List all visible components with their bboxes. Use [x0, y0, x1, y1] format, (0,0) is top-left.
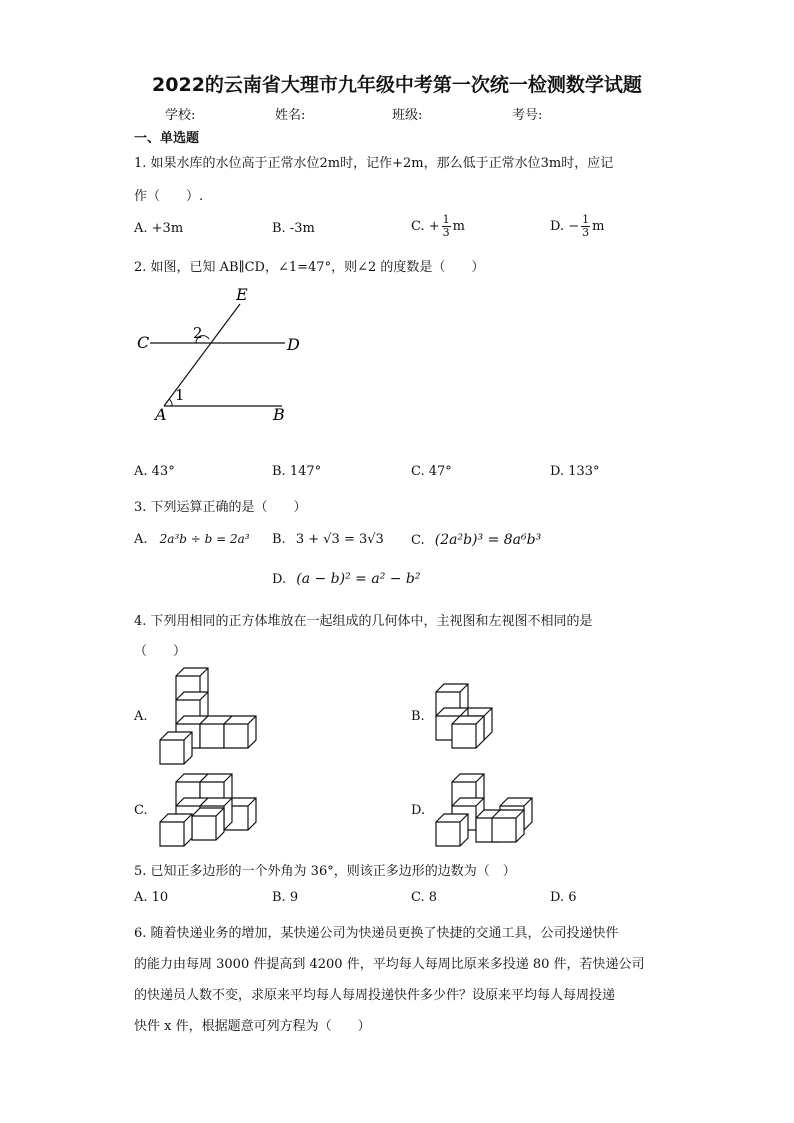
q1-option-d-prefix: D. −	[550, 219, 580, 234]
q1-stem-line2: 作（ ）.	[134, 189, 204, 204]
q4-stem-line2: （ ）	[134, 644, 187, 659]
q2-stem: 2. 如图，已知 AB∥CD，∠1=47°，则∠2 的度数是（ ）	[134, 260, 485, 275]
q2-option-a: A. 43°	[134, 464, 175, 479]
q2-option-b: B. 147°	[272, 464, 322, 479]
q2-option-c: C. 47°	[411, 464, 452, 479]
q4-option-c-label: C.	[134, 803, 148, 818]
q4-option-b-solid	[436, 684, 492, 748]
number-field-label: 考号:	[512, 108, 543, 123]
q3-option-c-label: C.	[411, 533, 425, 548]
q6-stem-line2: 的能力由每周 3000 件提高到 4200 件，平均每人每周比原来多投递 80 件，若快递公司	[134, 957, 645, 972]
q4-option-b-label: B.	[411, 709, 425, 724]
q5-stem: 5. 已知正多边形的一个外角为 36°，则该正多边形的边数为（ ）	[134, 864, 516, 879]
q3-option-c-expression: (2a²b)³ = 8a⁶b³	[434, 532, 542, 548]
q6-stem-line4: 快件 x 件，根据题意可列方程为（ ）	[134, 1019, 371, 1034]
label-a: A	[155, 405, 167, 424]
q3-option-b-expression: 3 + √3 = 3√3	[295, 532, 384, 547]
q1-option-c-prefix: C. +	[411, 219, 440, 234]
label-b: B	[273, 405, 285, 424]
q3-option-d-expression: (a − b)² = a² − b²	[296, 571, 421, 587]
label-e: E	[236, 285, 248, 304]
q4-option-d-label: D.	[411, 803, 426, 818]
q5-option-b: B. 9	[272, 890, 299, 905]
label-angle-1: 1	[175, 386, 185, 404]
fraction-numerator: 1	[582, 213, 590, 226]
q4-option-c-solid	[160, 774, 256, 846]
q1-option-c-unit: m	[452, 219, 465, 234]
q3-stem: 3. 下列运算正确的是（ ）	[134, 500, 307, 515]
q5-option-a: A. 10	[134, 890, 169, 905]
label-c: C	[137, 333, 150, 352]
fraction-denominator: 3	[582, 226, 590, 239]
section-heading: 一、单选题	[134, 131, 200, 146]
q4-option-a-solid	[160, 668, 256, 764]
fraction-denominator: 3	[442, 226, 450, 239]
q1-option-d-unit: m	[592, 219, 605, 234]
q4-stem-line1: 4. 下列用相同的正方体堆放在一起组成的几何体中，主视图和左视图不相同的是	[134, 614, 593, 629]
q1-stem-line1: 1. 如果水库的水位高于正常水位2m时，记作+2m，那么低于正常水位3m时，应记	[134, 156, 614, 171]
q5-option-d: D. 6	[550, 890, 577, 905]
q6-stem-line3: 的快递员人数不变，求原来平均每人每周投递快件多少件？设原来平均每人每周投递	[134, 988, 616, 1003]
q2-option-d: D. 133°	[550, 464, 600, 479]
label-d: D	[287, 335, 300, 354]
fraction-numerator: 1	[442, 213, 450, 226]
class-field-label: 班级:	[392, 108, 423, 123]
q5-option-c: C. 8	[411, 890, 438, 905]
q4-option-d-solid	[436, 774, 532, 846]
q3-option-b-label: B.	[272, 532, 286, 547]
q6-stem-line1: 6. 随着快递业务的增加，某快递公司为快递员更换了快捷的交通工具，公司投递快件	[134, 926, 619, 941]
q3-option-d-label: D.	[272, 572, 287, 587]
q4-option-a-label: A.	[134, 709, 148, 724]
q1-option-b: B. -3m	[272, 221, 315, 236]
school-field-label: 学校:	[165, 108, 196, 123]
label-angle-2: 2	[193, 324, 203, 342]
q1-option-a: A. +3m	[134, 221, 184, 236]
page-title: 2022的云南省大理市九年级中考第一次统一检测数学试题	[152, 74, 642, 96]
q3-option-a-label: A.	[134, 532, 148, 547]
q3-option-a-expression: 2a³b ÷ b = 2a³	[159, 532, 250, 546]
name-field-label: 姓名:	[275, 108, 306, 123]
